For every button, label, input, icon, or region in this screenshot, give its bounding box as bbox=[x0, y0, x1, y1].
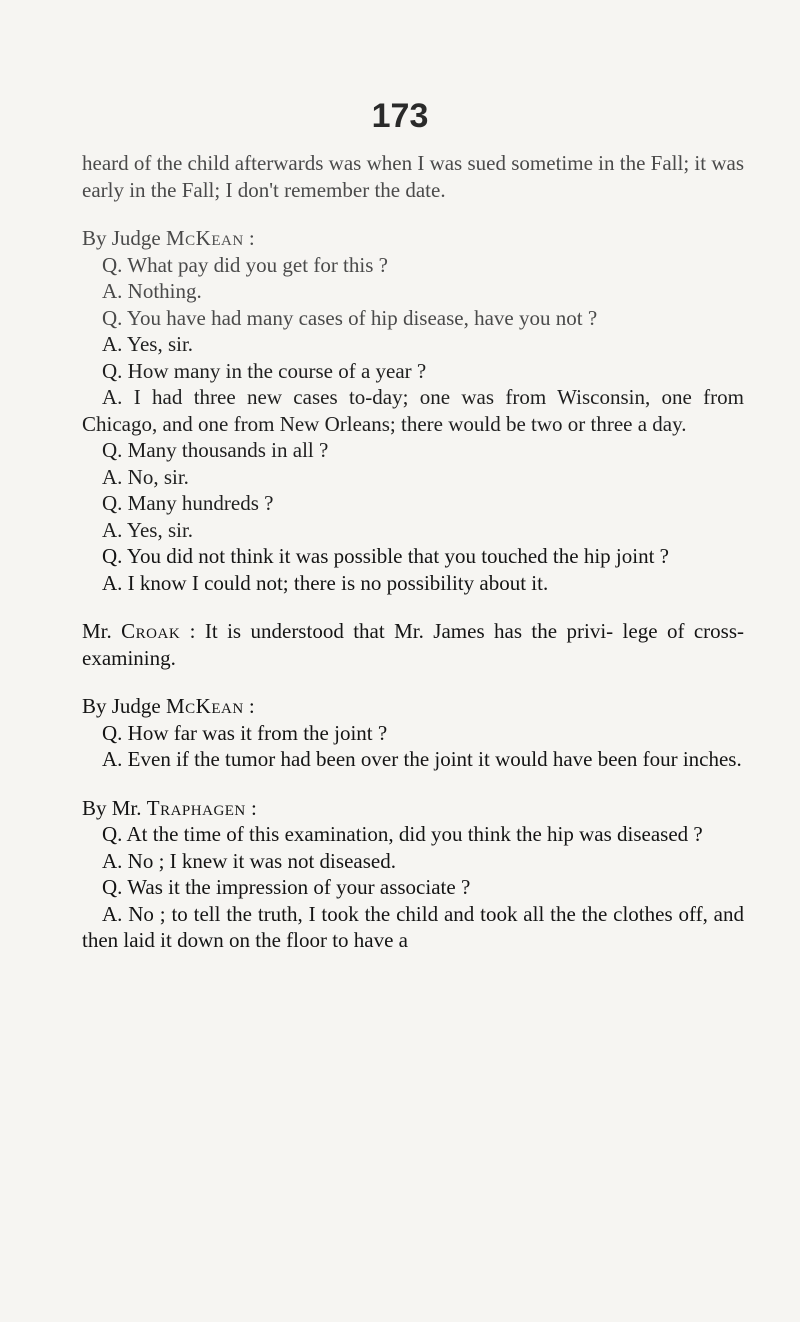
qa-line: A. Nothing. bbox=[102, 279, 202, 303]
speaker-heading: By Judge McKean : bbox=[82, 694, 255, 718]
statement: Mr. Croak : It is understood that Mr. James has the privi- lege of cross-examining. bbox=[82, 619, 744, 670]
qa-line: A. No, sir. bbox=[102, 464, 189, 489]
qa-line: Q. What pay did you get for this ? bbox=[102, 252, 388, 277]
qa-line: Q. You did not think it was possible that you touched the hip joint ? bbox=[102, 544, 669, 568]
qa-line: Q. Many hundreds ? bbox=[102, 491, 274, 515]
page-number: 173 bbox=[371, 97, 429, 135]
page-body bbox=[82, 150, 744, 954]
qa-line: A. Yes, sir. bbox=[102, 517, 194, 542]
qa-line: A. No ; I knew it was not diseased. bbox=[102, 848, 396, 873]
qa-line: Q. Was it the impression of your associate ? bbox=[102, 875, 471, 899]
speaker-heading: By Judge McKean : bbox=[82, 226, 255, 250]
paragraph: heard of the child afterwards was when I was sued sometime in the Fall; it was early in the Fall; I don't remember the date. bbox=[82, 151, 744, 202]
qa-line: A. I know I could not; there is no possibility about it. bbox=[102, 570, 549, 595]
qa-line: A. I had three new cases to-day; one was from Wisconsin, one from Chicago, and one from New Orleans; there would be two or three a day. bbox=[82, 385, 744, 436]
qa-line: A. Yes, sir. bbox=[102, 332, 194, 356]
qa-line: Q. At the time of this examination, did you think the hip was diseased ? bbox=[102, 822, 703, 846]
qa-line: Q. How far was it from the joint ? bbox=[102, 720, 388, 745]
qa-line: Q. Many thousands in all ? bbox=[102, 438, 329, 462]
qa-line: A. Even if the tumor had been over the joint it would have been four inches. bbox=[102, 747, 742, 771]
qa-line: Q. How many in the course of a year ? bbox=[102, 358, 427, 383]
qa-line: A. No ; to tell the truth, I took the child and took all the the clothes off, and then laid it down on the floor to have a bbox=[82, 901, 744, 952]
qa-line: Q. You have had many cases of hip disease, have you not ? bbox=[102, 305, 598, 330]
speaker-heading: By Mr. Traphagen : bbox=[82, 795, 257, 820]
